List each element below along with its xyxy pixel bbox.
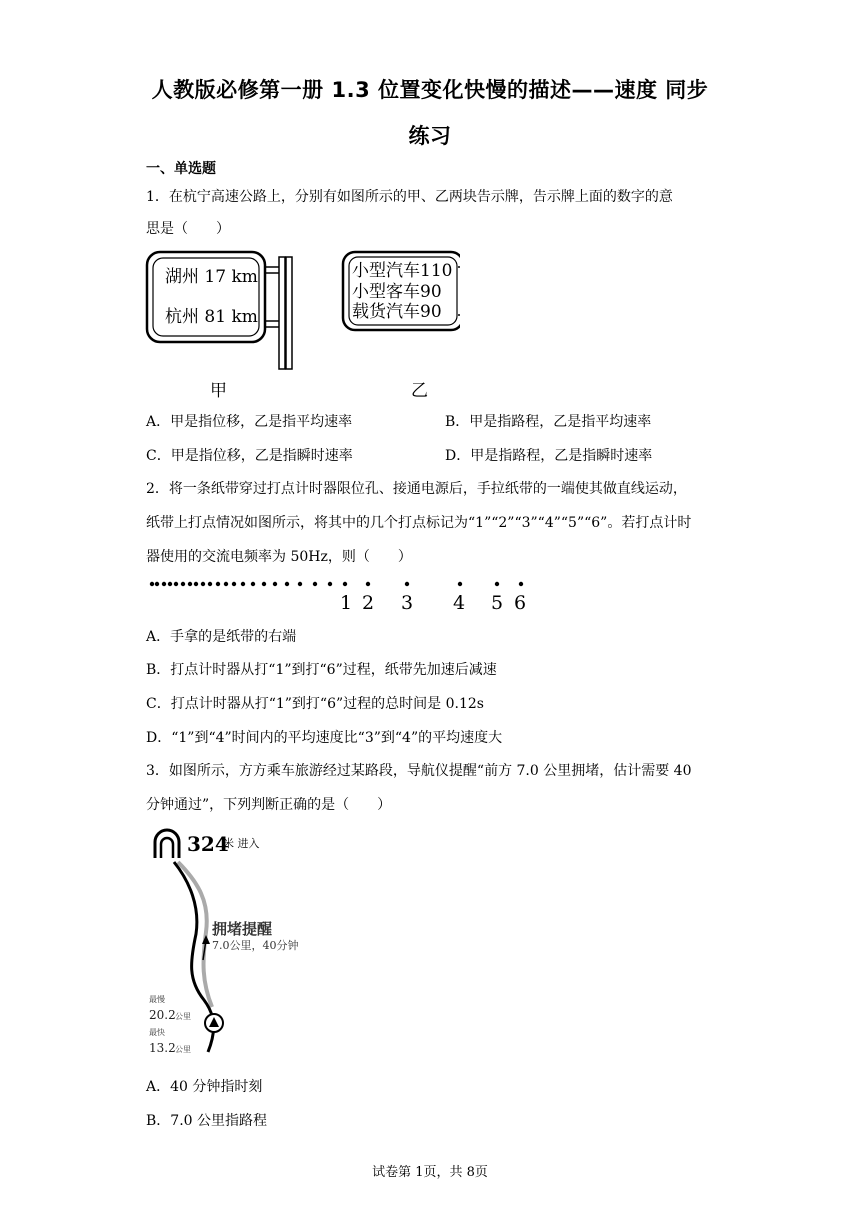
q1-option-a: A．甲是指位移，乙是指平均速率 [146, 414, 353, 430]
q2-option-c: C．打点计时器从打“1”到打“6”过程的总时间是 0.12s [146, 696, 484, 712]
q3-option-a: A．40 分钟指时刻 [146, 1079, 263, 1095]
sign-jia-caption: 甲 [210, 381, 227, 401]
tunnel-icon [155, 830, 179, 858]
q3-stem-line1: 3．如图所示，方方乘车旅游经过某路段，导航仪提醒“前方 7.0 公里拥堵，估计需要 40 [146, 763, 692, 779]
fastest-label: 最快 [149, 1028, 165, 1037]
current-position-icon [205, 1014, 223, 1032]
tape-label-2: 2 [362, 592, 375, 614]
sign-yi-row3: 载货汽车90 [352, 302, 442, 322]
sign-yi-row1: 小型汽车110 [352, 261, 453, 281]
slowest-unit: 公里 [175, 1012, 191, 1021]
q2-option-b: B．打点计时器从打“1”到打“6”过程，纸带先加速后减速 [146, 662, 497, 678]
q1-stem-line1: 1．在杭宁高速公路上，分别有如图所示的甲、乙两块告示牌，告示牌上面的数字的意 [146, 189, 673, 205]
tape-label-5: 5 [491, 592, 504, 614]
q2-stem-line2: 纸带上打点情况如图所示，将其中的几个打点标记为“1”“2”“3”“4”“5”“6”。若打点计时 [146, 515, 692, 531]
q3-option-b: B．7.0 公里指路程 [146, 1113, 268, 1129]
tape-label-6: 6 [514, 592, 527, 614]
sign-jia [147, 252, 292, 401]
tape-label-3: 3 [401, 592, 414, 614]
sign-yi-caption: 乙 [411, 381, 428, 401]
q3-stem-line2: 分钟通过”，下列判断正确的是（ ） [146, 797, 392, 813]
tape-label-4: 4 [453, 592, 466, 614]
q2-tape-figure [140, 572, 540, 614]
page-title-line2: 练习 [408, 124, 452, 148]
congestion-alert-detail: 7.0公里，40分钟 [212, 939, 299, 952]
q2-stem-line1: 2．将一条纸带穿过打点计时器限位孔、接通电源后，手拉纸带的一端使其做直线运动， [146, 481, 687, 497]
q1-signs-figure [140, 245, 460, 403]
sign-jia-row2: 杭州 81 km [165, 307, 258, 327]
q1-option-c: C．甲是指位移，乙是指瞬时速率 [146, 448, 353, 464]
q1-option-b: B．甲是指路程，乙是指平均速率 [445, 414, 652, 430]
q1-stem-line2: 思是（ ） [146, 221, 230, 237]
sign-yi [343, 252, 460, 401]
q2-option-a: A．手拿的是纸带的右端 [146, 629, 297, 645]
tape-dots [150, 582, 523, 586]
sign-yi-row2: 小型客车90 [352, 282, 442, 302]
congestion-alert-title: 拥堵提醒 [212, 920, 273, 938]
fastest-unit: 公里 [175, 1045, 191, 1054]
nav-distance-unit: 米 进入 [223, 837, 260, 850]
q1-option-d: D．甲是指路程，乙是指瞬时速率 [445, 448, 653, 464]
slowest-value: 20.2 [149, 1008, 176, 1022]
sign-jia-row1: 湖州 17 km [165, 267, 258, 287]
q2-stem-line3: 器使用的交流电频率为 50Hz，则（ ） [146, 549, 412, 565]
slowest-label: 最慢 [149, 995, 165, 1004]
page-title-line1: 人教版必修第一册 1.3 位置变化快慢的描述——速度 同步 [151, 78, 709, 102]
page-footer: 试卷第 1页，共 8页 [372, 1165, 488, 1180]
tape-label-1: 1 [340, 592, 353, 614]
section-heading: 一、单选题 [146, 161, 216, 177]
q2-option-d: D．“1”到“4”时间内的平均速度比“3”到“4”的平均速度大 [146, 730, 503, 746]
nav-distance: 324 [187, 832, 229, 856]
fastest-value: 13.2 [149, 1041, 176, 1055]
q3-navigation-figure [140, 822, 340, 1062]
